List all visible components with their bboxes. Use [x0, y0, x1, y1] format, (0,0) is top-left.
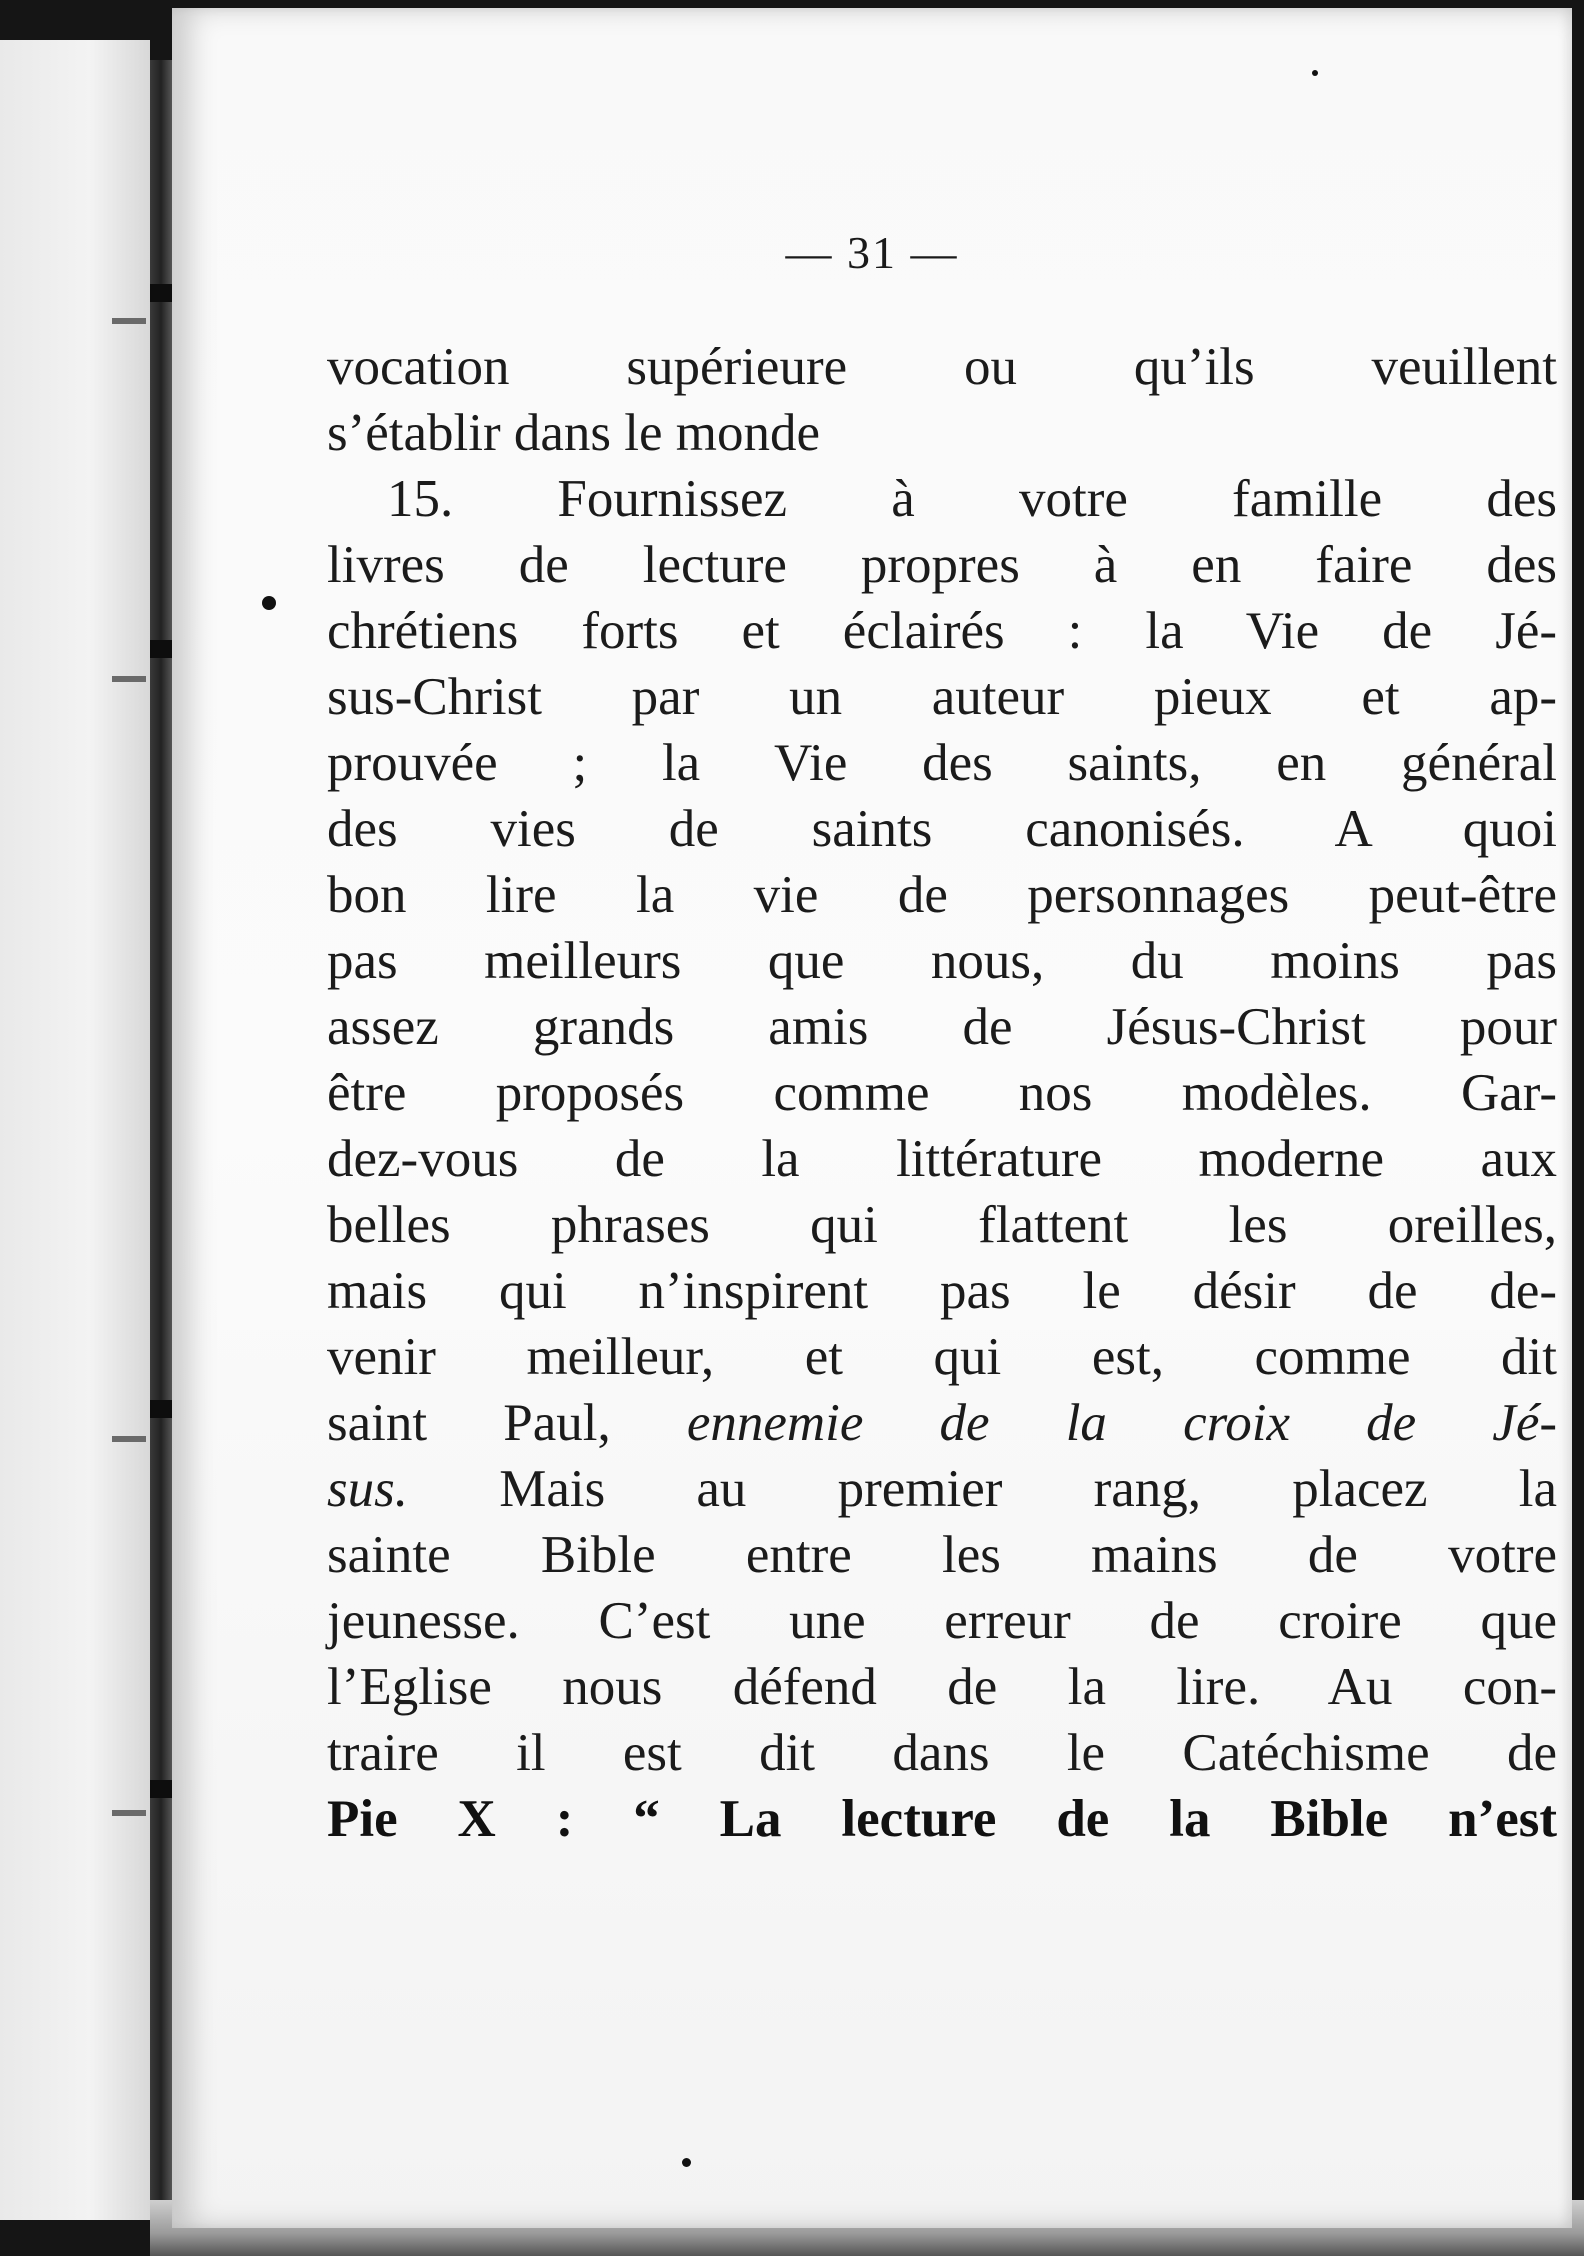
- page-number: — 31 —: [785, 227, 959, 278]
- text-line: l’Eglise nous défend de la lire. Au con-: [327, 1658, 1557, 1716]
- text-line: prouvée ; la Vie des saints, en général: [327, 734, 1557, 792]
- text-line: être proposés comme nos modèles. Gar-: [327, 1064, 1557, 1122]
- text-line: venir meilleur, et qui est, comme dit: [327, 1328, 1557, 1386]
- book-page: [172, 8, 1572, 2228]
- text-line: dez-vous de la littérature moderne aux: [327, 1130, 1557, 1188]
- ink-speck: [262, 596, 276, 610]
- ink-speck: [682, 2158, 691, 2167]
- text-line: saint Paul, ennemie de la croix de Jé-: [327, 1394, 1557, 1452]
- page-body-text: [327, 334, 1557, 1852]
- binding-stitch: [112, 676, 146, 682]
- ink-speck: [1312, 70, 1318, 76]
- text-line: livres de lecture propres à en faire des: [327, 536, 1557, 594]
- text-line: mais qui n’inspirent pas le désir de de-: [327, 1262, 1557, 1320]
- text-line: sainte Bible entre les mains de votre: [327, 1526, 1557, 1584]
- text-line: traire il est dit dans le Catéchisme de: [327, 1724, 1557, 1782]
- text-line: belles phrases qui flattent les oreilles,: [327, 1196, 1557, 1254]
- binding-stitch: [112, 318, 146, 324]
- binding-stitch: [112, 1436, 146, 1442]
- text-line: assez grands amis de Jésus-Christ pour: [327, 998, 1557, 1056]
- text-line: pas meilleurs que nous, du moins pas: [327, 932, 1557, 990]
- text-line: des vies de saints canonisés. A quoi: [327, 800, 1557, 858]
- book-spine: [150, 60, 172, 2220]
- text-line: jeunesse. C’est une erreur de croire que: [327, 1592, 1557, 1650]
- text-line: vocation supérieure ou qu’ils veuillent: [327, 338, 1557, 396]
- text-line: 15. Fournissez à votre famille des: [387, 470, 1557, 528]
- text-line: bon lire la vie de personnages peut-être: [327, 866, 1557, 924]
- text-line: sus-Christ par un auteur pieux et ap-: [327, 668, 1557, 726]
- italic-quote: sus.: [327, 1460, 409, 1518]
- text-line: sus. Mais au premier rang, placez la: [327, 1460, 1557, 1518]
- text-line: s’établir dans le monde: [327, 404, 821, 462]
- italic-quote: ennemie de la croix de Jé-: [686, 1394, 1557, 1452]
- text-line: Pie X : “ La lecture de la Bible n’est: [327, 1790, 1557, 1848]
- previous-page-edge: [0, 40, 150, 2220]
- binding-stitch: [112, 1810, 146, 1816]
- text-line: chrétiens forts et éclairés : la Vie de Jé-: [327, 602, 1557, 660]
